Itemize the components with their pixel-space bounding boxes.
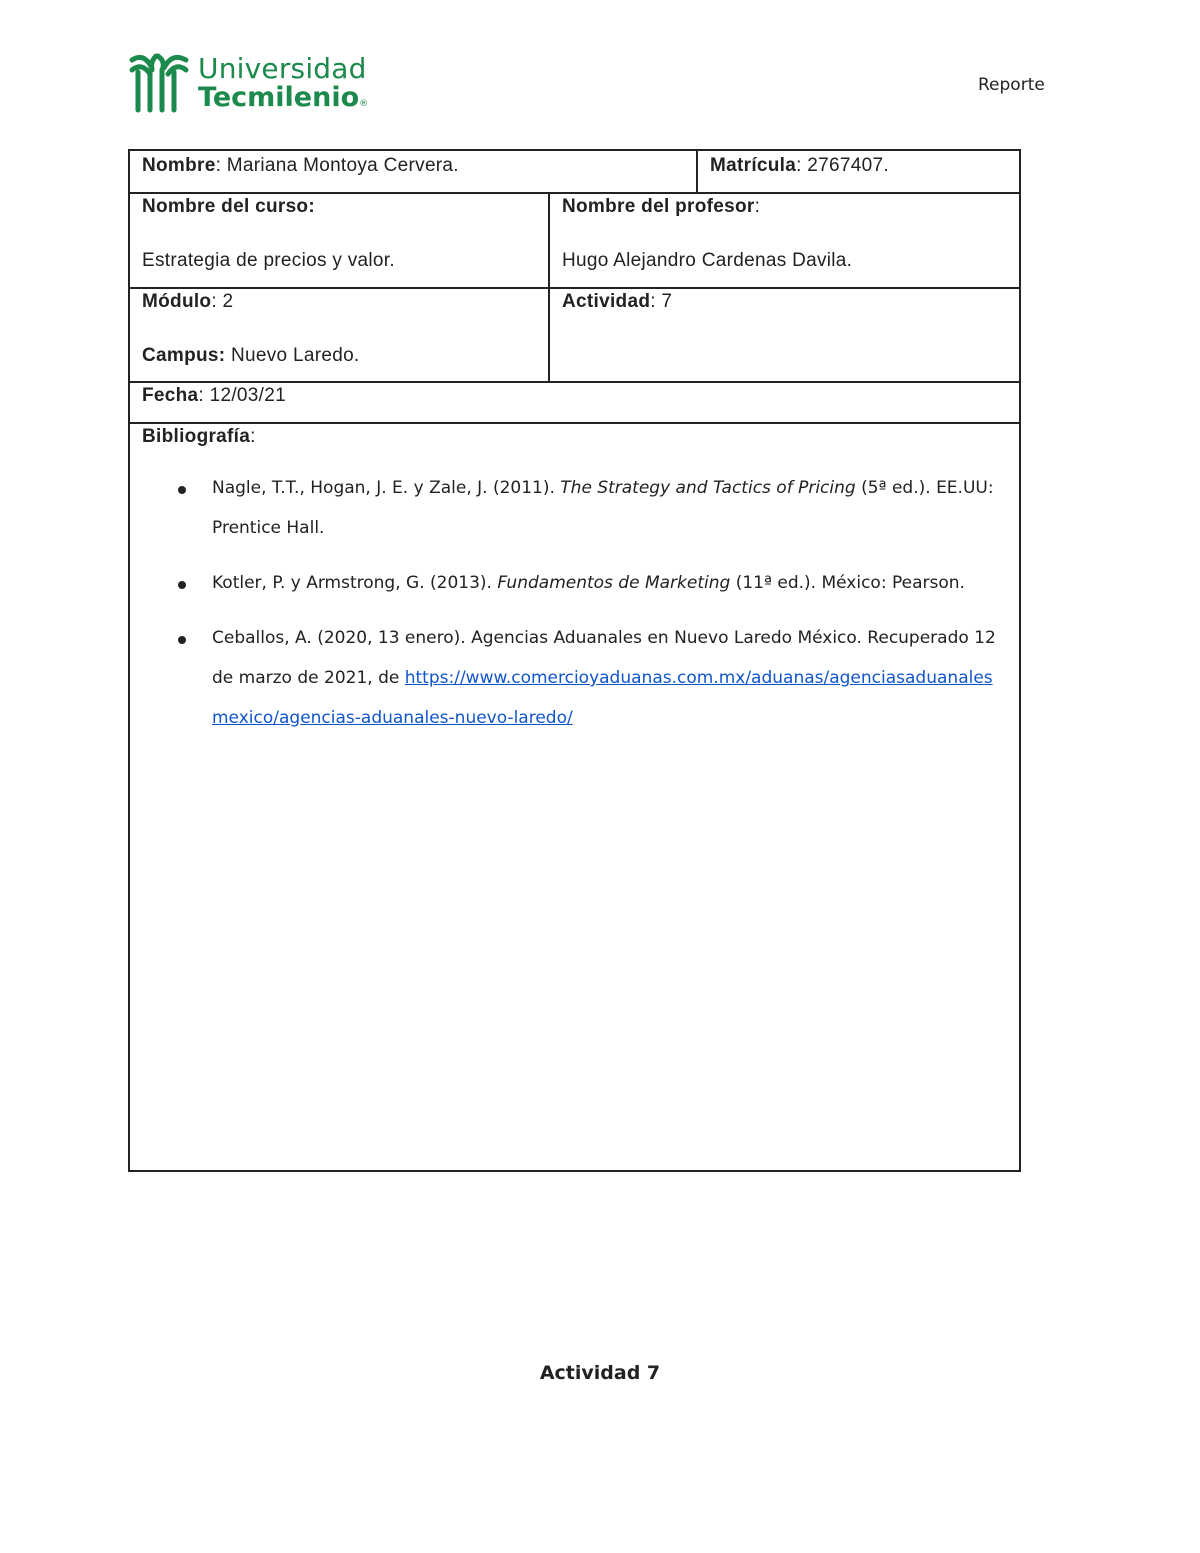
fecha-label: Fecha <box>142 385 199 406</box>
fecha-value: : 12/03/21 <box>198 385 286 406</box>
logo-wordmark: Tecmilenio <box>198 82 360 113</box>
entry-url-link[interactable]: https://www.comercioyaduanas.com.mx/aduanas/agenciasaduanalesmexico/agencias-aduanales-nuevo-laredo/ <box>212 668 993 728</box>
row-fecha <box>130 381 1019 424</box>
row-curso-profesor <box>130 192 1019 289</box>
actividad-label: Actividad <box>562 291 651 312</box>
cell-fecha <box>130 381 1019 422</box>
bibliography-entry <box>212 563 1002 603</box>
footer-title: Actividad 7 <box>539 1362 661 1384</box>
modulo-value: : 2 <box>211 291 234 312</box>
registered-mark: ® <box>359 99 369 109</box>
bullet-icon <box>178 486 186 494</box>
profesor-label: Nombre del profesor <box>562 196 755 217</box>
cell-nombre <box>130 151 696 192</box>
bullet-icon <box>178 581 186 589</box>
entry-title: Fundamentos de Marketing <box>497 573 731 593</box>
campus-label: Campus: <box>142 345 226 366</box>
cell-curso <box>130 192 548 287</box>
profesor-value: Hugo Alejandro Cardenas Davila. <box>562 250 853 271</box>
row-nombre-matricula <box>130 151 1019 194</box>
row-bibliografia <box>130 422 1019 1170</box>
logo-line-universidad: Universidad <box>198 52 367 85</box>
bibliografia-label: Bibliografía <box>142 426 251 447</box>
matricula-label: Matrícula <box>710 155 797 176</box>
curso-value: Estrategia de precios y valor. <box>142 250 395 271</box>
bibliography-entry <box>212 468 1002 548</box>
entry-details: (5ª ed.). EE.UU: Prentice Hall. <box>212 478 994 538</box>
university-logo <box>128 48 368 114</box>
cell-modulo-campus <box>130 287 548 381</box>
profesor-colon: : <box>754 196 761 217</box>
entry-authors: Kotler, P. y Armstrong, G. (2013). <box>212 573 498 593</box>
nombre-value: : Mariana Montoya Cervera. <box>215 155 459 176</box>
logo-line-tecmilenio <box>198 82 368 113</box>
campus-value: Nuevo Laredo. <box>225 345 360 366</box>
actividad-value: : 7 <box>650 291 673 312</box>
tecmilenio-arch-icon <box>128 48 192 114</box>
header-report-label: Reporte <box>978 75 1045 95</box>
matricula-value: : 2767407. <box>796 155 889 176</box>
cell-profesor <box>548 192 1019 287</box>
entry-title: The Strategy and Tactics of Pricing <box>560 478 856 498</box>
bibliografia-colon: : <box>250 426 256 447</box>
curso-label: Nombre del curso: <box>142 196 315 217</box>
bibliography-entry <box>212 618 1002 738</box>
cell-matricula <box>696 151 1019 192</box>
cell-actividad <box>548 287 1019 381</box>
row-modulo-actividad <box>130 287 1019 383</box>
student-info-form <box>128 149 1021 1172</box>
modulo-label: Módulo <box>142 291 212 312</box>
entry-authors: Nagle, T.T., Hogan, J. E. y Zale, J. (2011). <box>212 478 561 498</box>
entry-citation: Ceballos, A. (2020, 13 enero). Agencias Aduanales en Nuevo Laredo México. Recuperado 12 de marzo de 2021, de <box>212 628 996 688</box>
nombre-label: Nombre <box>142 155 216 176</box>
bullet-icon <box>178 636 186 644</box>
entry-details: (11ª ed.). México: Pearson. <box>730 573 965 593</box>
